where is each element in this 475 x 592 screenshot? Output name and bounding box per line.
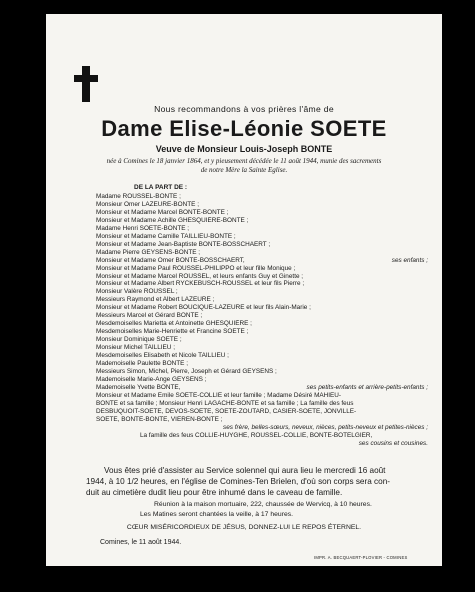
family-line	[96, 384, 428, 392]
family-line: DESBUQUOIT-SOETE, DEVOS-SOETE, SOETE-ZOUTARD, CASIER-SOETE, JONVILLE-	[96, 407, 357, 415]
family-line: Monsieur et Madame Albert RYCKEBUSCH-ROUSSEL et leur fils Pierre ;	[96, 280, 305, 288]
family-line: Monsieur et Madame Marcel ROUSSEL, et leurs enfants Guy et Ginette ;	[96, 272, 304, 280]
family-line: Monsieur et Madame Robert BOUCIQUÉ-LAZEURE et leur fils Alain-Marie ;	[96, 304, 311, 312]
family-line: Madame Henri SOETE-BONTE ;	[96, 224, 190, 232]
from-label: DE LA PART DE :	[134, 184, 188, 191]
family-line: Mesdemoiselles Marietta et Antoinette GHESQUIÈRE ;	[96, 320, 252, 328]
family-list	[96, 193, 428, 448]
relation-note: ses frère, belles-sœurs, neveux, nièces, petits-neveux et petites-nièces ;	[223, 423, 428, 431]
family-line: Monsieur et Madame Camille TAILLIEU-BONTE ;	[96, 232, 236, 240]
family-line: Messieurs Simon, Michel, Pierre, Joseph et Gérard GEYSENS ;	[96, 367, 277, 375]
service-announcement	[86, 465, 426, 498]
family-line: Mademoiselle Paulette BONTE ;	[96, 360, 188, 368]
family-line: Monsieur et Madame Achille GHESQUIÈRE-BONTE ;	[96, 216, 249, 224]
family-line: Monsieur Omer LAZEURE-BONTE ;	[96, 200, 199, 208]
family-line: Messieurs Raymond et Albert LAZEURE ;	[96, 296, 215, 304]
family-line: Madame ROUSSEL-BONTE ;	[96, 193, 181, 200]
closing-prayer: CŒUR MISÉRICORDIEUX DE JÉSUS, DONNEZ-LUI LE REPOS ÉTERNEL.	[126, 524, 362, 531]
family-line: Monsieur Dominique SOETE ;	[96, 336, 182, 344]
family-line: Mesdemoiselles Marie-Henriette et Francine SOETE ;	[96, 328, 249, 336]
family-line: Monsieur et Madame Jean-Baptiste BONTE-BOSSCHAERT ;	[96, 240, 271, 248]
intro-text: Nous recommandons à vos prières l'âme de	[154, 104, 334, 114]
family-line-text: Mademoiselle Yvette BONTE,	[96, 383, 181, 391]
mourning-card	[46, 14, 442, 566]
family-line: SOETE, BONTE-BONTE, VIEREN-BONTE ;	[96, 415, 223, 423]
family-line: Mademoiselle Marie-Ange GEYSENS ;	[96, 375, 207, 383]
relation-note: ses enfants ;	[391, 256, 428, 264]
family-line: Monsieur et Madame Marcel BONTE-BONTE ;	[96, 208, 229, 216]
relation-note: ses cousins et cousines.	[358, 439, 428, 447]
family-line-text: Monsieur et Madame Omer BONTE-BOSSCHAERT,	[96, 256, 245, 264]
birth-death-info	[46, 157, 442, 175]
family-line: Monsieur Michel TAILLIEU ;	[96, 344, 175, 352]
family-line: BONTE et sa famille ; Monsieur Henri LAGACHE-BONTE et sa famille ; La famille des feus	[96, 399, 354, 407]
birth-line: de notre Mère la Sainte Eglise.	[200, 166, 288, 174]
service-line: duit au cimetière dudit lieu pour être inhumé dans le caveau de famille.	[86, 488, 343, 497]
family-line: Monsieur Valère ROUSSEL ;	[96, 288, 178, 296]
cross-icon	[74, 66, 98, 102]
family-line: Messieurs Marcel et Gérard BONTE ;	[96, 312, 203, 320]
printer-credit: IMPR. A. BECQUAERT-PLOVIER - COMINES	[314, 555, 408, 560]
family-line: La famille des feus COLLIE-HUYGHE, ROUSSEL-COLLIE, BONTE-BOTELGIER,	[140, 431, 373, 439]
birth-line: née à Comines le 18 janvier 1864, et y pieusement décédée le 11 août 1944, munie des sacrements	[106, 157, 382, 165]
family-line: Monsieur et Madame Emile SOETE-COLLIE et leur famille ; Madame Désiré MAHIEU-	[96, 391, 342, 399]
widow-of: Veuve de Monsieur Louis-Joseph BONTE	[155, 144, 333, 154]
deceased-name: Dame Elise-Léonie SOETE	[101, 116, 387, 141]
family-line: Madame Pierre GEYSENS-BONTE ;	[96, 248, 201, 256]
reunion-info: Réunion à la maison mortuaire, 222, chaussée de Wervicq, à 10 heures.	[154, 501, 372, 508]
family-line: Monsieur et Madame Paul ROUSSEL-PHILIPPO et leur fille Monique ;	[96, 264, 296, 272]
service-line: Vous êtes prié d'assister au Service solennel qui aura lieu le mercredi 16 août	[104, 466, 386, 475]
place-date: Comines, le 11 août 1944.	[100, 539, 182, 546]
family-line	[96, 257, 428, 265]
family-line: Mesdemoiselles Elisabeth et Nicole TAILLIEU ;	[96, 352, 229, 360]
relation-note: ses petits-enfants et arrière-petits-enfants ;	[306, 383, 428, 391]
matines-info: Les Matines seront chantées la veille, à 17 heures.	[140, 511, 294, 518]
service-line: 1944, à 10 1/2 heures, en l'église de Comines-Ten Brielen, d'où son corps sera con-	[86, 477, 390, 486]
